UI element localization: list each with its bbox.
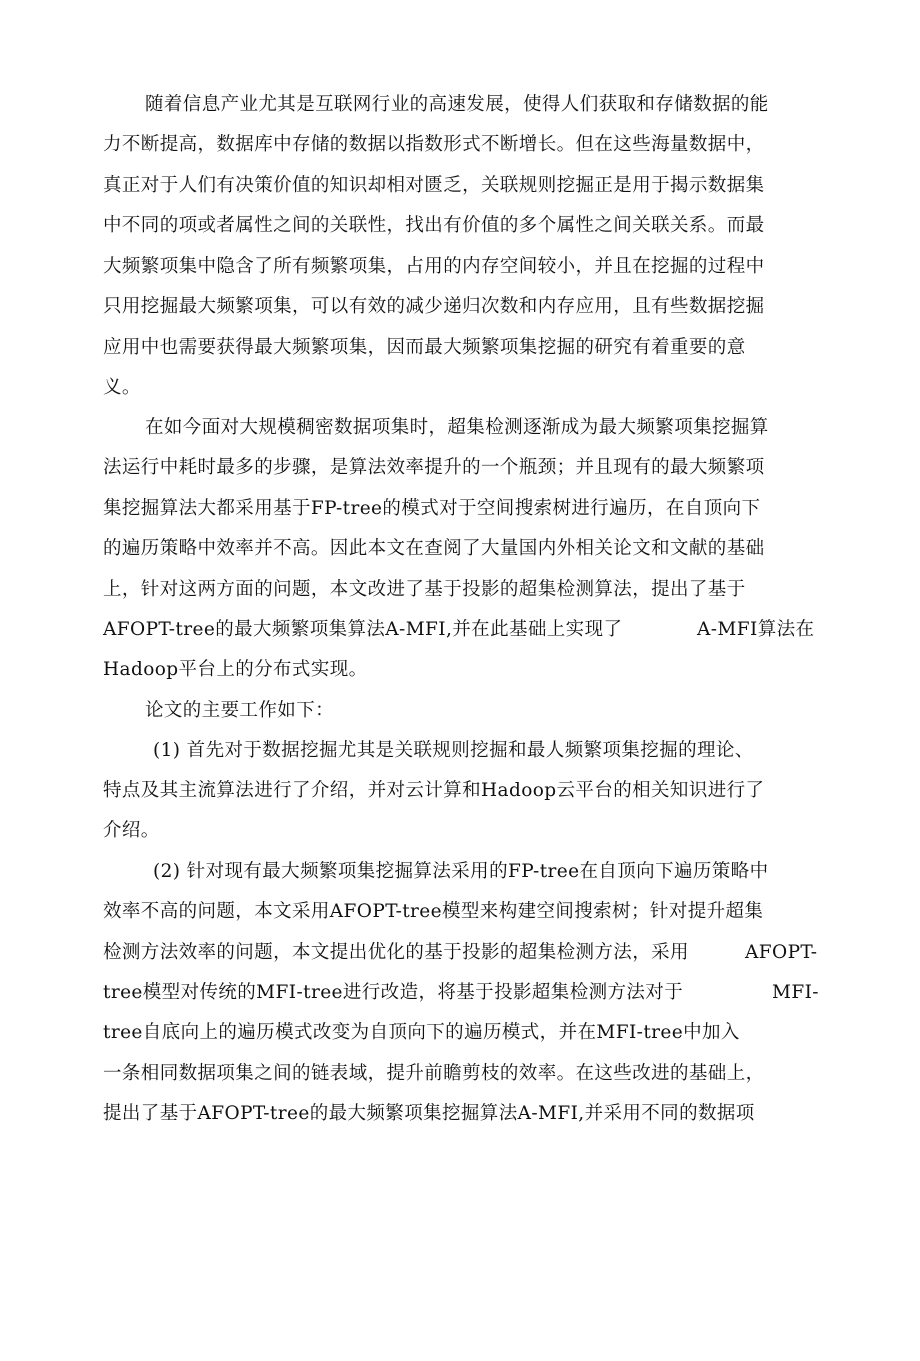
item-1-line-1: (1) 首先对于数据挖掘尤其是关联规则挖掘和最人频繁项集挖掘的理论、 — [153, 740, 754, 761]
item-2-line-3-left: 检测方法效率的问题，本文提出优化的基于投影的超集检测方法，采用 — [103, 942, 689, 963]
paragraph-1-line-5: 大频繁项集中隐含了所有频繁项集，占用的内存空间较小，并且在挖掘的过程中 — [103, 256, 765, 277]
item-2-line-5: tree自底向上的遍历模式改变为自顶向下的遍历模式，并在MFI-tree中加入 — [103, 1022, 740, 1043]
item-2-line-7: 提出了基于AFOPT-tree的最大频繁项集挖掘算法A-MFI,并采用不同的数据项 — [103, 1103, 755, 1124]
paragraph-1-line-4: 中不同的项或者属性之间的关联性，找出有价值的多个属性之间关联关系。而最 — [103, 215, 765, 236]
item-2-line-4-right: MFI- — [772, 982, 819, 1003]
paragraph-1-line-6: 只用挖掘最大频繁项集，可以有效的减少递归次数和内存应用，且有些数据挖掘 — [103, 296, 765, 317]
paragraph-1-line-7: 应用中也需要获得最大频繁项集，因而最大频繁项集挖掘的研究有着重要的意 — [103, 337, 746, 358]
item-2-line-2: 效率不高的问题，本文采用AFOPT-tree模型来构建空间搜索树；针对提升超集 — [103, 901, 764, 922]
paragraph-2-line-4: 的遍历策略中效率并不高。因此本文在查阅了大量国内外相关论文和文献的基础 — [103, 538, 765, 559]
paragraph-2-line-2: 法运行中耗时最多的步骤，是算法效率提升的一个瓶颈；并且现有的最大频繁项 — [103, 457, 765, 478]
paragraph-1-line-8: 义。 — [103, 377, 141, 398]
item-2-line-6: 一条相同数据项集之间的链表域，提升前瞻剪枝的效率。在这些改进的基础上， — [103, 1063, 765, 1084]
paragraph-2-line-7: Hadoop平台上的分布式实现。 — [103, 659, 368, 680]
item-1-line-3: 介绍。 — [103, 820, 160, 841]
item-1-line-2: 特点及其主流算法进行了介绍，并对云计算和Hadoop云平台的相关知识进行了 — [103, 780, 765, 801]
item-2-line-3-right: AFOPT- — [745, 942, 818, 963]
paragraph-1-line-3: 真正对于人们有决策价值的知识却相对匮乏，关联规则挖掘正是用于揭示数据集 — [103, 175, 765, 196]
intro-line: 论文的主要工作如下： — [145, 700, 335, 721]
paragraph-2-line-6-right: A-MFI算法在 — [697, 619, 815, 640]
paragraph-2-line-5: 上，针对这两方面的问题，本文改进了基于投影的超集检测算法，提出了基于 — [103, 579, 746, 600]
paragraph-1-line-2: 力不断提高，数据库中存储的数据以指数形式不断增长。但在这些海量数据中， — [103, 134, 765, 155]
item-2-line-4-left: tree模型对传统的MFI-tree进行改造，将基于投影超集检测方法对于 — [103, 982, 684, 1003]
paragraph-2-line-6-left: AFOPT-tree的最大频繁项集算法A-MFI,并在此基础上实现了 — [103, 619, 623, 640]
item-2-line-1: (2) 针对现有最大频繁项集挖掘算法采用的FP-tree在自顶向下遍历策略中 — [153, 861, 769, 882]
paragraph-2-line-3: 集挖掘算法大都采用基于FP-tree的模式对于空间搜索树进行遍历，在自顶向下 — [103, 498, 761, 519]
paragraph-2-line-1: 在如今面对大规模稠密数据项集时，超集检测逐渐成为最大频繁项集挖掘算 — [145, 417, 769, 438]
paragraph-1-line-1: 随着信息产业尤其是互联网行业的高速发展，使得人们获取和存储数据的能 — [145, 94, 769, 115]
